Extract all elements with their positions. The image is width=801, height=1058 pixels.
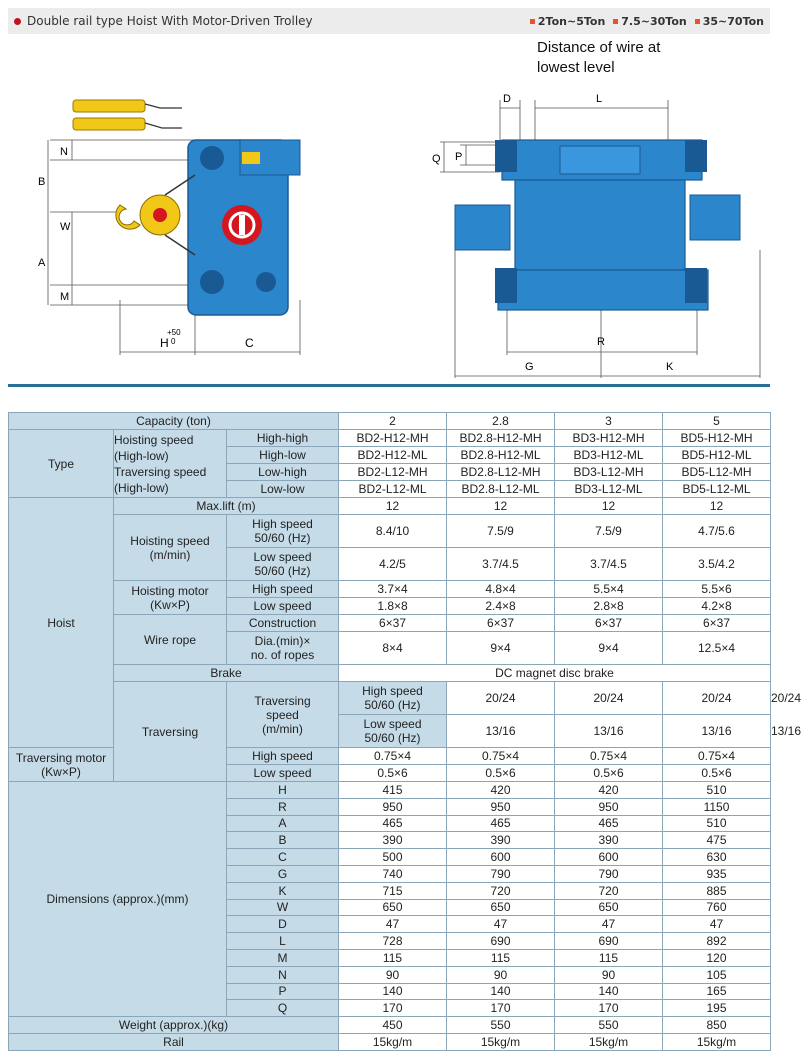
table-row: Traversing Traversing speed (m/min) High speed 50/60 (Hz) 20/24 20/24 20/24 20/24 (9, 682, 771, 715)
table-row (9, 498, 771, 515)
dim-label-M: M (60, 291, 70, 303)
value-cell: 13/16 (555, 715, 663, 748)
dimensions-label: Dimensions (approx.)(mm) (9, 782, 227, 1017)
value-cell: 420 (447, 782, 555, 799)
traversing-motor-label: Traversing motor (Kw×P) (9, 748, 114, 782)
value-cell: 690 (447, 933, 555, 950)
value-cell: 630 (663, 849, 771, 866)
value-cell: 140 (339, 983, 447, 1000)
value-cell: 0.75×4 (339, 748, 447, 765)
value-cell: BD2.8-H12-MH (447, 430, 555, 447)
value-cell: 47 (339, 916, 447, 933)
capacity-range: 7.5~30Ton (613, 15, 686, 28)
value-cell: 5.5×6 (663, 581, 771, 598)
rail-label: Rail (9, 1034, 339, 1051)
motor-row-label: Low speed (227, 765, 339, 782)
table-row (9, 1017, 771, 1034)
value-cell: 170 (339, 1000, 447, 1017)
table-row (9, 782, 771, 799)
table-row (9, 615, 771, 632)
value-cell: 13/16 (663, 715, 771, 748)
type-row-label: High-low (227, 447, 339, 464)
value-cell: 465 (555, 815, 663, 832)
side-view (38, 100, 300, 355)
front-view (432, 93, 760, 378)
dimension-code: M (227, 949, 339, 966)
brand-logo (222, 205, 262, 245)
value-cell: 9×4 (555, 632, 663, 665)
value-cell: BD2.8-L12-ML (447, 481, 555, 498)
value-cell: 140 (447, 983, 555, 1000)
value-cell: BD3-H12-ML (555, 447, 663, 464)
dimension-code: L (227, 933, 339, 950)
value-cell: 0.5×6 (555, 765, 663, 782)
value-cell: 0.5×6 (663, 765, 771, 782)
type-row-label: Low-high (227, 464, 339, 481)
value-cell: 510 (663, 782, 771, 799)
value-cell: 12 (339, 498, 447, 515)
value-cell: 4.2/5 (339, 548, 447, 581)
value-cell: 170 (555, 1000, 663, 1017)
table-row: Low speed 50/60 (Hz) 13/16 13/16 13/16 13/16 (9, 715, 771, 748)
value-cell: 195 (663, 1000, 771, 1017)
value-cell: 550 (555, 1017, 663, 1034)
table-row (9, 1034, 771, 1051)
value-cell: 465 (339, 815, 447, 832)
value-cell: 115 (555, 949, 663, 966)
dimension-code: K (227, 882, 339, 899)
value-cell: 15kg/m (663, 1034, 771, 1051)
type-row-label: High-high (227, 430, 339, 447)
value-cell: 165 (663, 983, 771, 1000)
hoist-drawing (0, 0, 792, 384)
value-cell: BD2.8-H12-ML (447, 447, 555, 464)
motor-row-label: Low speed (227, 598, 339, 615)
value-cell: 390 (555, 832, 663, 849)
value-cell: 720 (555, 882, 663, 899)
value-cell: 120 (663, 949, 771, 966)
value-cell: 47 (663, 916, 771, 933)
capacity-range: 2Ton~5Ton (530, 15, 605, 28)
value-cell: 7.5/9 (555, 515, 663, 548)
dimension-code: A (227, 815, 339, 832)
value-cell: 550 (447, 1017, 555, 1034)
dim-label-R: R (597, 336, 605, 348)
value-cell: BD3-L12-ML (555, 481, 663, 498)
weight-label: Weight (approx.)(kg) (9, 1017, 339, 1034)
brake-label: Brake (114, 665, 339, 682)
dimension-code: D (227, 916, 339, 933)
value-cell: 415 (339, 782, 447, 799)
hoisting-motor-label: Hoisting motor (Kw×P) (114, 581, 227, 615)
value-cell: 600 (555, 849, 663, 866)
wire-rope-label: Wire rope (114, 615, 227, 665)
dimension-code: G (227, 865, 339, 882)
value-cell: 892 (663, 933, 771, 950)
value-cell: 4.2×8 (663, 598, 771, 615)
value-cell: 6×37 (663, 615, 771, 632)
value-cell: 2.4×8 (447, 598, 555, 615)
value-cell: 12.5×4 (663, 632, 771, 665)
value-cell: 790 (555, 865, 663, 882)
value-cell: 715 (339, 882, 447, 899)
dim-label-H: H (160, 336, 169, 350)
dim-label-L: L (596, 93, 603, 105)
speed-row-label: Low speed 50/60 (Hz) (227, 548, 339, 581)
dimension-code: W (227, 899, 339, 916)
dim-label-P: P (455, 151, 463, 163)
page-title: Double rail type Hoist With Motor-Driven Trolley (27, 14, 313, 28)
value-cell: BD5-H12-MH (663, 430, 771, 447)
dim-label-B: B (38, 176, 46, 188)
value-cell: 115 (447, 949, 555, 966)
rope-row-label: Dia.(min)× no. of ropes (227, 632, 339, 665)
value-cell: 20/24 (555, 682, 663, 715)
dim-tolerance-bottom: 0 (171, 337, 176, 346)
value-cell: BD2-H12-MH (339, 430, 447, 447)
value-cell: 6×37 (555, 615, 663, 632)
value-cell: BD2-L12-MH (339, 464, 447, 481)
traversing-speed-label: Traversing speed (m/min) (227, 682, 339, 748)
table-row (9, 413, 771, 430)
value-cell: 950 (339, 798, 447, 815)
value-cell: 3.7/4.5 (447, 548, 555, 581)
dimension-code: N (227, 966, 339, 983)
value-cell: 465 (447, 815, 555, 832)
value-cell: 600 (447, 849, 555, 866)
value-cell: 5.5×4 (555, 581, 663, 598)
dimension-code: B (227, 832, 339, 849)
rope-row-label: Construction (227, 615, 339, 632)
value-cell: 3.7×4 (339, 581, 447, 598)
value-cell: 47 (447, 916, 555, 933)
value-cell: 390 (447, 832, 555, 849)
dimension-code: P (227, 983, 339, 1000)
dimension-code: Q (227, 1000, 339, 1017)
motor-row-label: High speed (227, 748, 339, 765)
dim-label-C: C (245, 336, 254, 350)
value-cell: 15kg/m (447, 1034, 555, 1051)
value-cell: 935 (663, 865, 771, 882)
value-cell: 15kg/m (339, 1034, 447, 1051)
dim-label-Q: Q (432, 153, 441, 165)
value-cell: 6×37 (447, 615, 555, 632)
value-cell: 90 (339, 966, 447, 983)
value-cell: BD3-H12-MH (555, 430, 663, 447)
value-cell: BD3-L12-MH (555, 464, 663, 481)
speed-row-label: High speed 50/60 (Hz) (339, 682, 447, 715)
value-cell: 650 (555, 899, 663, 916)
value-cell: 12 (663, 498, 771, 515)
value-cell: 90 (555, 966, 663, 983)
capacity-value: 5 (663, 413, 771, 430)
value-cell: 390 (339, 832, 447, 849)
note-line: lowest level (537, 59, 615, 76)
value-cell: 650 (447, 899, 555, 916)
dim-label-N: N (60, 146, 68, 158)
value-cell: 1150 (663, 798, 771, 815)
dim-label-A: A (38, 257, 46, 269)
value-cell: BD5-L12-ML (663, 481, 771, 498)
pendant-switch-icon (73, 100, 182, 130)
note-line: Distance of wire at (537, 39, 661, 56)
table-row (9, 430, 771, 447)
value-cell: 9×4 (447, 632, 555, 665)
capacity-range: 35~70Ton (695, 15, 764, 28)
value-cell: 12 (555, 498, 663, 515)
value-cell: 720 (447, 882, 555, 899)
table-row (9, 665, 771, 682)
dim-label-G: G (525, 361, 534, 373)
value-cell: 47 (555, 916, 663, 933)
table-row (9, 515, 771, 548)
value-cell: 850 (663, 1017, 771, 1034)
value-cell: 475 (663, 832, 771, 849)
value-cell: 2.8×8 (555, 598, 663, 615)
speed-row-label: High speed 50/60 (Hz) (227, 515, 339, 548)
value-cell: 760 (663, 899, 771, 916)
value-cell: 728 (339, 933, 447, 950)
table-row (9, 581, 771, 598)
value-cell: 950 (555, 798, 663, 815)
dim-label-D: D (503, 93, 511, 105)
value-cell: 650 (339, 899, 447, 916)
dim-label-K: K (666, 361, 674, 373)
value-cell: 0.5×6 (339, 765, 447, 782)
value-cell: BD2-H12-ML (339, 447, 447, 464)
value-cell: 15kg/m (555, 1034, 663, 1051)
value-cell: 790 (447, 865, 555, 882)
capacity-value: 2.8 (447, 413, 555, 430)
value-cell: 13/16 (447, 715, 555, 748)
value-cell: 885 (663, 882, 771, 899)
value-cell: 6×37 (339, 615, 447, 632)
value-cell: 450 (339, 1017, 447, 1034)
hoisting-speed-label: Hoisting speed (m/min) (114, 515, 227, 581)
section-divider (8, 384, 770, 387)
value-cell: 20/24 (663, 682, 771, 715)
hoist-label: Hoist (9, 498, 114, 748)
traversing-label: Traversing (114, 682, 227, 782)
value-cell: 12 (447, 498, 555, 515)
type-sub-label: Hoisting speed (High-low) Traversing speed (High-low) (114, 430, 227, 498)
dimension-code: H (227, 782, 339, 799)
value-cell: BD5-H12-ML (663, 447, 771, 464)
value-cell: 950 (447, 798, 555, 815)
value-cell: 7.5/9 (447, 515, 555, 548)
dimension-code: R (227, 798, 339, 815)
value-cell: 20/24 (447, 682, 555, 715)
value-cell: BD2.8-L12-MH (447, 464, 555, 481)
value-cell: 4.7/5.6 (663, 515, 771, 548)
capacity-value: 2 (339, 413, 447, 430)
dim-tolerance-top: +50 (167, 328, 181, 337)
dimension-code: C (227, 849, 339, 866)
spec-table (8, 412, 801, 1051)
value-cell: 0.5×6 (447, 765, 555, 782)
motor-row-label: High speed (227, 581, 339, 598)
value-cell: 1.8×8 (339, 598, 447, 615)
value-cell: 0.75×4 (663, 748, 771, 765)
brake-value: DC magnet disc brake (339, 665, 771, 682)
value-cell: 90 (447, 966, 555, 983)
value-cell: 420 (555, 782, 663, 799)
value-cell: 8×4 (339, 632, 447, 665)
value-cell: 0.75×4 (447, 748, 555, 765)
speed-row-label: Low speed 50/60 (Hz) (339, 715, 447, 748)
value-cell: 3.7/4.5 (555, 548, 663, 581)
capacity-header: Capacity (ton) (9, 413, 339, 430)
value-cell: 8.4/10 (339, 515, 447, 548)
value-cell: 170 (447, 1000, 555, 1017)
maxlift-label: Max.lift (m) (114, 498, 339, 515)
value-cell: 740 (339, 865, 447, 882)
value-cell: 510 (663, 815, 771, 832)
type-row-label: Low-low (227, 481, 339, 498)
capacity-value: 3 (555, 413, 663, 430)
type-label: Type (9, 430, 114, 498)
value-cell: 500 (339, 849, 447, 866)
value-cell: 140 (555, 983, 663, 1000)
value-cell: 4.8×4 (447, 581, 555, 598)
value-cell: 0.75×4 (555, 748, 663, 765)
value-cell: 105 (663, 966, 771, 983)
value-cell: 3.5/4.2 (663, 548, 771, 581)
value-cell: BD5-L12-MH (663, 464, 771, 481)
dim-label-W: W (60, 221, 71, 233)
value-cell: 115 (339, 949, 447, 966)
hook-icon (116, 175, 195, 255)
value-cell: BD2-L12-ML (339, 481, 447, 498)
value-cell: 690 (555, 933, 663, 950)
